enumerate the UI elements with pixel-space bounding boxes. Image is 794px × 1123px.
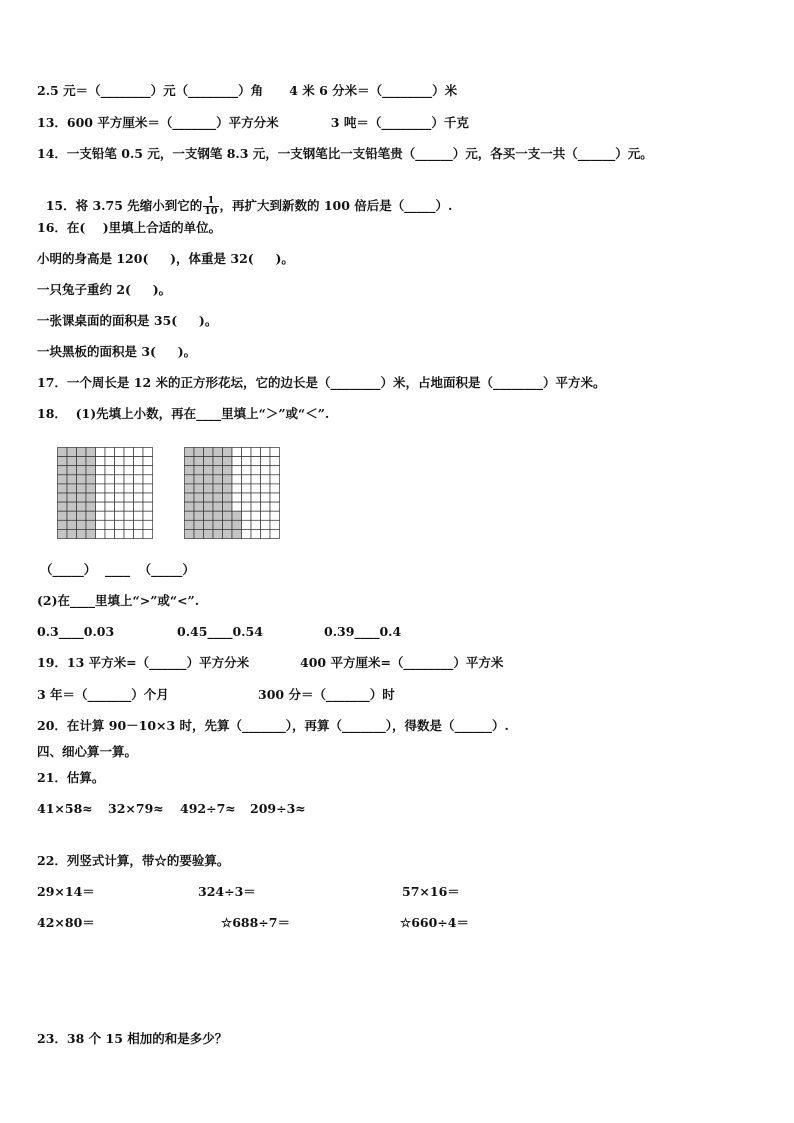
grid-cell bbox=[134, 520, 144, 529]
q12-line: 2.5 元＝（________）元（________）角 4 米 6 分米＝（________）米 bbox=[37, 83, 458, 98]
grid-cell bbox=[134, 457, 144, 466]
grid-cell bbox=[124, 475, 134, 484]
q16-item-4: 一块黑板的面积是 3( )。 bbox=[37, 344, 197, 359]
grid-cell-shaded bbox=[67, 475, 77, 484]
grid-cell bbox=[270, 520, 280, 529]
grid-cell-shaded bbox=[185, 511, 195, 520]
grid-cell bbox=[143, 484, 153, 493]
grid-cell-shaded bbox=[67, 448, 77, 457]
grid-cell bbox=[242, 457, 252, 466]
grid-cell-shaded bbox=[194, 511, 204, 520]
grid-cell bbox=[115, 475, 125, 484]
grid-cell-shaded bbox=[204, 484, 214, 493]
grid-cell-shaded bbox=[86, 502, 96, 511]
grid-cell bbox=[124, 484, 134, 493]
grid-cell-shaded bbox=[204, 511, 214, 520]
q15-text-a: 15．将 3.75 先缩小到它的 bbox=[45, 198, 203, 213]
q16-item-1: 小明的身高是 120( )，体重是 32( )。 bbox=[37, 251, 294, 266]
grid-cell-shaded bbox=[232, 529, 242, 538]
grid-cell bbox=[251, 484, 261, 493]
grid-cell-shaded bbox=[77, 493, 87, 502]
grid-cell bbox=[124, 520, 134, 529]
grid-cell bbox=[143, 493, 153, 502]
grid-cell bbox=[105, 466, 115, 475]
grid-cell-shaded bbox=[58, 511, 68, 520]
grid-cell bbox=[143, 457, 153, 466]
grid-cell-shaded bbox=[194, 529, 204, 538]
grid-cell bbox=[261, 520, 271, 529]
calc-4: 42×80＝ bbox=[37, 915, 95, 930]
grid-cell bbox=[242, 529, 252, 538]
grid-cell-shaded bbox=[67, 529, 77, 538]
grid-cell bbox=[115, 466, 125, 475]
grid-cell-shaded bbox=[185, 520, 195, 529]
grid-cell-shaded bbox=[213, 511, 223, 520]
grid-cell bbox=[242, 493, 252, 502]
grid-cell-shaded bbox=[194, 484, 204, 493]
grid-cell bbox=[96, 520, 106, 529]
grid-cell-shaded bbox=[86, 493, 96, 502]
grid-cell bbox=[96, 475, 106, 484]
grid-cell bbox=[232, 457, 242, 466]
grid-cell-shaded bbox=[204, 502, 214, 511]
grid-cell-shaded bbox=[77, 457, 87, 466]
grid-cell bbox=[143, 502, 153, 511]
grid-cell-shaded bbox=[67, 493, 77, 502]
fraction-numerator: 1 bbox=[203, 196, 218, 207]
calc-2: 324÷3＝ bbox=[198, 884, 256, 899]
q21-line: 21．估算。 bbox=[37, 770, 105, 785]
grid-cell bbox=[124, 511, 134, 520]
grid-cell bbox=[232, 484, 242, 493]
hundred-grid-1 bbox=[57, 447, 153, 539]
grid-cell bbox=[96, 502, 106, 511]
grid-cell bbox=[261, 502, 271, 511]
grid-cell-shaded bbox=[58, 520, 68, 529]
grid-cell-shaded bbox=[223, 448, 233, 457]
grid-cell bbox=[232, 448, 242, 457]
grid-cell bbox=[232, 466, 242, 475]
grid-cell-shaded bbox=[194, 448, 204, 457]
grid-cell-shaded bbox=[213, 448, 223, 457]
section-4-heading: 四、细心算一算。 bbox=[37, 744, 138, 759]
q19-item-2: 400 平方厘米=（________）平方米 bbox=[300, 655, 504, 670]
grid-cell bbox=[115, 520, 125, 529]
grid-cell bbox=[115, 448, 125, 457]
grid-cell bbox=[115, 493, 125, 502]
grid-cell-shaded bbox=[86, 511, 96, 520]
grid-cell bbox=[115, 457, 125, 466]
q19-item-3: 3 年＝（_______）个月 bbox=[37, 687, 169, 702]
grid-cell bbox=[143, 511, 153, 520]
q18-part2-line: (2)在____里填上“>”或“<”. bbox=[37, 593, 200, 608]
grid-cell bbox=[96, 448, 106, 457]
grid-cell bbox=[105, 520, 115, 529]
grid-cell-shaded bbox=[185, 529, 195, 538]
q15-line bbox=[37, 180, 452, 217]
grid-cell-shaded bbox=[194, 520, 204, 529]
grid-cell-shaded bbox=[223, 457, 233, 466]
hundred-grid-2 bbox=[184, 447, 280, 539]
grid-cell bbox=[251, 448, 261, 457]
grid-cell bbox=[134, 493, 144, 502]
grid-cell-shaded bbox=[204, 466, 214, 475]
grid-cell bbox=[143, 466, 153, 475]
grid-cell-shaded bbox=[204, 475, 214, 484]
grid-cell-shaded bbox=[223, 520, 233, 529]
grid-cell bbox=[105, 484, 115, 493]
grid-cell bbox=[270, 511, 280, 520]
grid-cell bbox=[134, 502, 144, 511]
q18-blanks: （_____） ____ （_____） bbox=[40, 562, 195, 577]
grid-cell-shaded bbox=[77, 466, 87, 475]
grid-cell-shaded bbox=[185, 475, 195, 484]
grid-cell-shaded bbox=[185, 493, 195, 502]
grid-cell-shaded bbox=[213, 457, 223, 466]
grid-cell-shaded bbox=[213, 520, 223, 529]
grid-cell bbox=[270, 502, 280, 511]
grid-cell bbox=[242, 475, 252, 484]
grid-cell-shaded bbox=[204, 520, 214, 529]
q22-line: 22．列竖式计算，带☆的要验算。 bbox=[37, 853, 230, 868]
grid-cell bbox=[115, 484, 125, 493]
grid-cell bbox=[134, 448, 144, 457]
grid-cell bbox=[143, 448, 153, 457]
estimate-4: 209÷3≈ bbox=[250, 801, 306, 816]
grid-cell bbox=[105, 457, 115, 466]
grid-cell-shaded bbox=[67, 520, 77, 529]
grid-cell bbox=[143, 529, 153, 538]
grid-cell-shaded bbox=[86, 529, 96, 538]
grid-cell-shaded bbox=[58, 484, 68, 493]
grid-cell-shaded bbox=[223, 493, 233, 502]
grid-cell bbox=[96, 493, 106, 502]
grid-cell bbox=[105, 475, 115, 484]
grid-cell-shaded bbox=[86, 448, 96, 457]
grid-cell-shaded bbox=[67, 457, 77, 466]
grid-cell-shaded bbox=[194, 457, 204, 466]
grid-cell-shaded bbox=[194, 493, 204, 502]
estimate-3: 492÷7≈ bbox=[180, 801, 236, 816]
grid-cell-shaded bbox=[213, 502, 223, 511]
grid-cell bbox=[115, 511, 125, 520]
estimate-1: 41×58≈ bbox=[37, 801, 93, 816]
grid-cell bbox=[251, 457, 261, 466]
q14-line: 14．一支铅笔 0.5 元，一支钢笔 8.3 元，一支钢笔比一支铅笔贵（______）元，各买一支一共（______）元。 bbox=[37, 146, 653, 161]
grid-cell bbox=[261, 511, 271, 520]
grid-cell-shaded bbox=[77, 511, 87, 520]
grid-cell-shaded bbox=[223, 484, 233, 493]
grid-cell-shaded bbox=[67, 511, 77, 520]
grid-cell-shaded bbox=[185, 448, 195, 457]
grid-cell bbox=[261, 466, 271, 475]
grid-cell bbox=[270, 529, 280, 538]
grid-cell-shaded bbox=[58, 475, 68, 484]
calc-5: ☆688÷7＝ bbox=[221, 915, 290, 930]
compare-1: 0.3____0.03 bbox=[37, 624, 115, 639]
calc-1: 29×14＝ bbox=[37, 884, 95, 899]
grid-cell bbox=[251, 475, 261, 484]
grid-cell-shaded bbox=[204, 529, 214, 538]
grid-cell-shaded bbox=[213, 529, 223, 538]
grid-cell bbox=[251, 511, 261, 520]
fraction-denominator: 10 bbox=[204, 206, 218, 217]
q18-line: 18． (1)先填上小数，再在____里填上“＞”或“＜”. bbox=[37, 406, 330, 421]
grid-cell-shaded bbox=[223, 502, 233, 511]
grid-cell bbox=[242, 502, 252, 511]
grid-cell bbox=[96, 484, 106, 493]
grid-cell-shaded bbox=[223, 511, 233, 520]
grid-cell-shaded bbox=[58, 466, 68, 475]
grid-cell bbox=[105, 529, 115, 538]
grid-cell bbox=[143, 475, 153, 484]
grid-cell bbox=[232, 502, 242, 511]
calc-3: 57×16＝ bbox=[402, 884, 460, 899]
calc-6: ☆660÷4＝ bbox=[400, 915, 469, 930]
grid-cell-shaded bbox=[185, 502, 195, 511]
grid-cell bbox=[242, 511, 252, 520]
grid-cell bbox=[134, 529, 144, 538]
grid-cell-shaded bbox=[86, 475, 96, 484]
grid-cell bbox=[105, 511, 115, 520]
grid-cell-shaded bbox=[77, 475, 87, 484]
grid-cell bbox=[124, 529, 134, 538]
grid-cell-shaded bbox=[58, 493, 68, 502]
grid-cell bbox=[232, 493, 242, 502]
q15-text-b: ，再扩大到新数的 100 倍后是（_____）. bbox=[219, 198, 453, 213]
grid-cell-shaded bbox=[213, 475, 223, 484]
grid-cell bbox=[124, 457, 134, 466]
grid-cell-shaded bbox=[194, 502, 204, 511]
grid-cell bbox=[261, 448, 271, 457]
q15-fraction bbox=[203, 196, 218, 217]
grid-cell-shaded bbox=[77, 484, 87, 493]
grid-cell bbox=[261, 457, 271, 466]
grid-cell bbox=[115, 502, 125, 511]
q13-line: 13．600 平方厘米＝（_______）平方分米 3 吨＝（________）千克 bbox=[37, 115, 469, 130]
grid-cell bbox=[105, 502, 115, 511]
grid-cell bbox=[251, 502, 261, 511]
grid-cell bbox=[261, 475, 271, 484]
grid-cell-shaded bbox=[223, 529, 233, 538]
grid-cell-shaded bbox=[213, 484, 223, 493]
grid-cell-shaded bbox=[86, 457, 96, 466]
grid-cell bbox=[270, 484, 280, 493]
grid-cell bbox=[96, 511, 106, 520]
grid-cell bbox=[251, 466, 261, 475]
grid-cell-shaded bbox=[223, 475, 233, 484]
grid-cell bbox=[261, 493, 271, 502]
grid-cell bbox=[134, 466, 144, 475]
grid-cell bbox=[124, 502, 134, 511]
grid-cell bbox=[251, 493, 261, 502]
grid-cell-shaded bbox=[185, 457, 195, 466]
grid-cell-shaded bbox=[204, 448, 214, 457]
grid-cell bbox=[96, 529, 106, 538]
grid-cell bbox=[124, 448, 134, 457]
q20-line: 20．在计算 90－10×3 时，先算（_______），再算（_______），得数是（______）. bbox=[37, 718, 509, 733]
grid-cell bbox=[134, 475, 144, 484]
grid-cell-shaded bbox=[77, 529, 87, 538]
compare-2: 0.45____0.54 bbox=[177, 624, 263, 639]
grid-cell-shaded bbox=[194, 475, 204, 484]
grid-cell-shaded bbox=[194, 466, 204, 475]
grid-cell-shaded bbox=[58, 448, 68, 457]
grid-cell bbox=[134, 511, 144, 520]
grid-cell-shaded bbox=[77, 448, 87, 457]
q17-line: 17．一个周长是 12 米的正方形花坛，它的边长是（________）米，占地面积是（________）平方米。 bbox=[37, 375, 606, 390]
grid-cell bbox=[270, 466, 280, 475]
grid-cell-shaded bbox=[185, 484, 195, 493]
grid-cell bbox=[251, 520, 261, 529]
grid-cell bbox=[242, 484, 252, 493]
grid-cell bbox=[270, 493, 280, 502]
grid-cell-shaded bbox=[67, 466, 77, 475]
grid-cell bbox=[270, 457, 280, 466]
grid-cell bbox=[242, 448, 252, 457]
grid-cell-shaded bbox=[223, 466, 233, 475]
grid-cell-shaded bbox=[67, 484, 77, 493]
grid-cell-shaded bbox=[86, 484, 96, 493]
grid-cell-shaded bbox=[86, 520, 96, 529]
grid-cell bbox=[261, 484, 271, 493]
grid-cell-shaded bbox=[232, 511, 242, 520]
grid-cell-shaded bbox=[213, 493, 223, 502]
grid-cell bbox=[124, 466, 134, 475]
grid-cell bbox=[251, 529, 261, 538]
grid-cell-shaded bbox=[86, 466, 96, 475]
grid-cell-shaded bbox=[58, 502, 68, 511]
grid-cell bbox=[96, 466, 106, 475]
q16-line: 16．在( )里填上合适的单位。 bbox=[37, 220, 222, 235]
grid-cell bbox=[261, 529, 271, 538]
grid-cell bbox=[270, 475, 280, 484]
grid-cell-shaded bbox=[58, 529, 68, 538]
grid-cell bbox=[242, 520, 252, 529]
grid-cell bbox=[96, 457, 106, 466]
grid-cell bbox=[242, 466, 252, 475]
grid-cell bbox=[105, 493, 115, 502]
q23-line: 23．38 个 15 相加的和是多少？ bbox=[37, 1031, 228, 1046]
q19-item-4: 300 分＝（_______）时 bbox=[258, 687, 395, 702]
q16-item-3: 一张课桌面的面积是 35( )。 bbox=[37, 313, 218, 328]
grid-cell bbox=[143, 520, 153, 529]
estimate-2: 32×79≈ bbox=[108, 801, 164, 816]
grid-cell-shaded bbox=[77, 520, 87, 529]
grid-cell-shaded bbox=[204, 457, 214, 466]
grid-cell bbox=[134, 484, 144, 493]
grid-cell-shaded bbox=[77, 502, 87, 511]
grid-cell bbox=[124, 493, 134, 502]
grid-cell-shaded bbox=[213, 466, 223, 475]
grid-cell-shaded bbox=[58, 457, 68, 466]
q19-item-1: 19．13 平方米=（______）平方分米 bbox=[37, 655, 250, 670]
q16-item-2: 一只兔子重约 2( )。 bbox=[37, 282, 172, 297]
grid-cell bbox=[115, 529, 125, 538]
compare-3: 0.39____0.4 bbox=[324, 624, 402, 639]
grid-cell bbox=[232, 475, 242, 484]
grid-cell-shaded bbox=[204, 493, 214, 502]
grid-cell-shaded bbox=[185, 466, 195, 475]
grid-cell-shaded bbox=[67, 502, 77, 511]
grid-cell-shaded bbox=[232, 520, 242, 529]
grid-cell bbox=[105, 448, 115, 457]
grid-cell bbox=[270, 448, 280, 457]
